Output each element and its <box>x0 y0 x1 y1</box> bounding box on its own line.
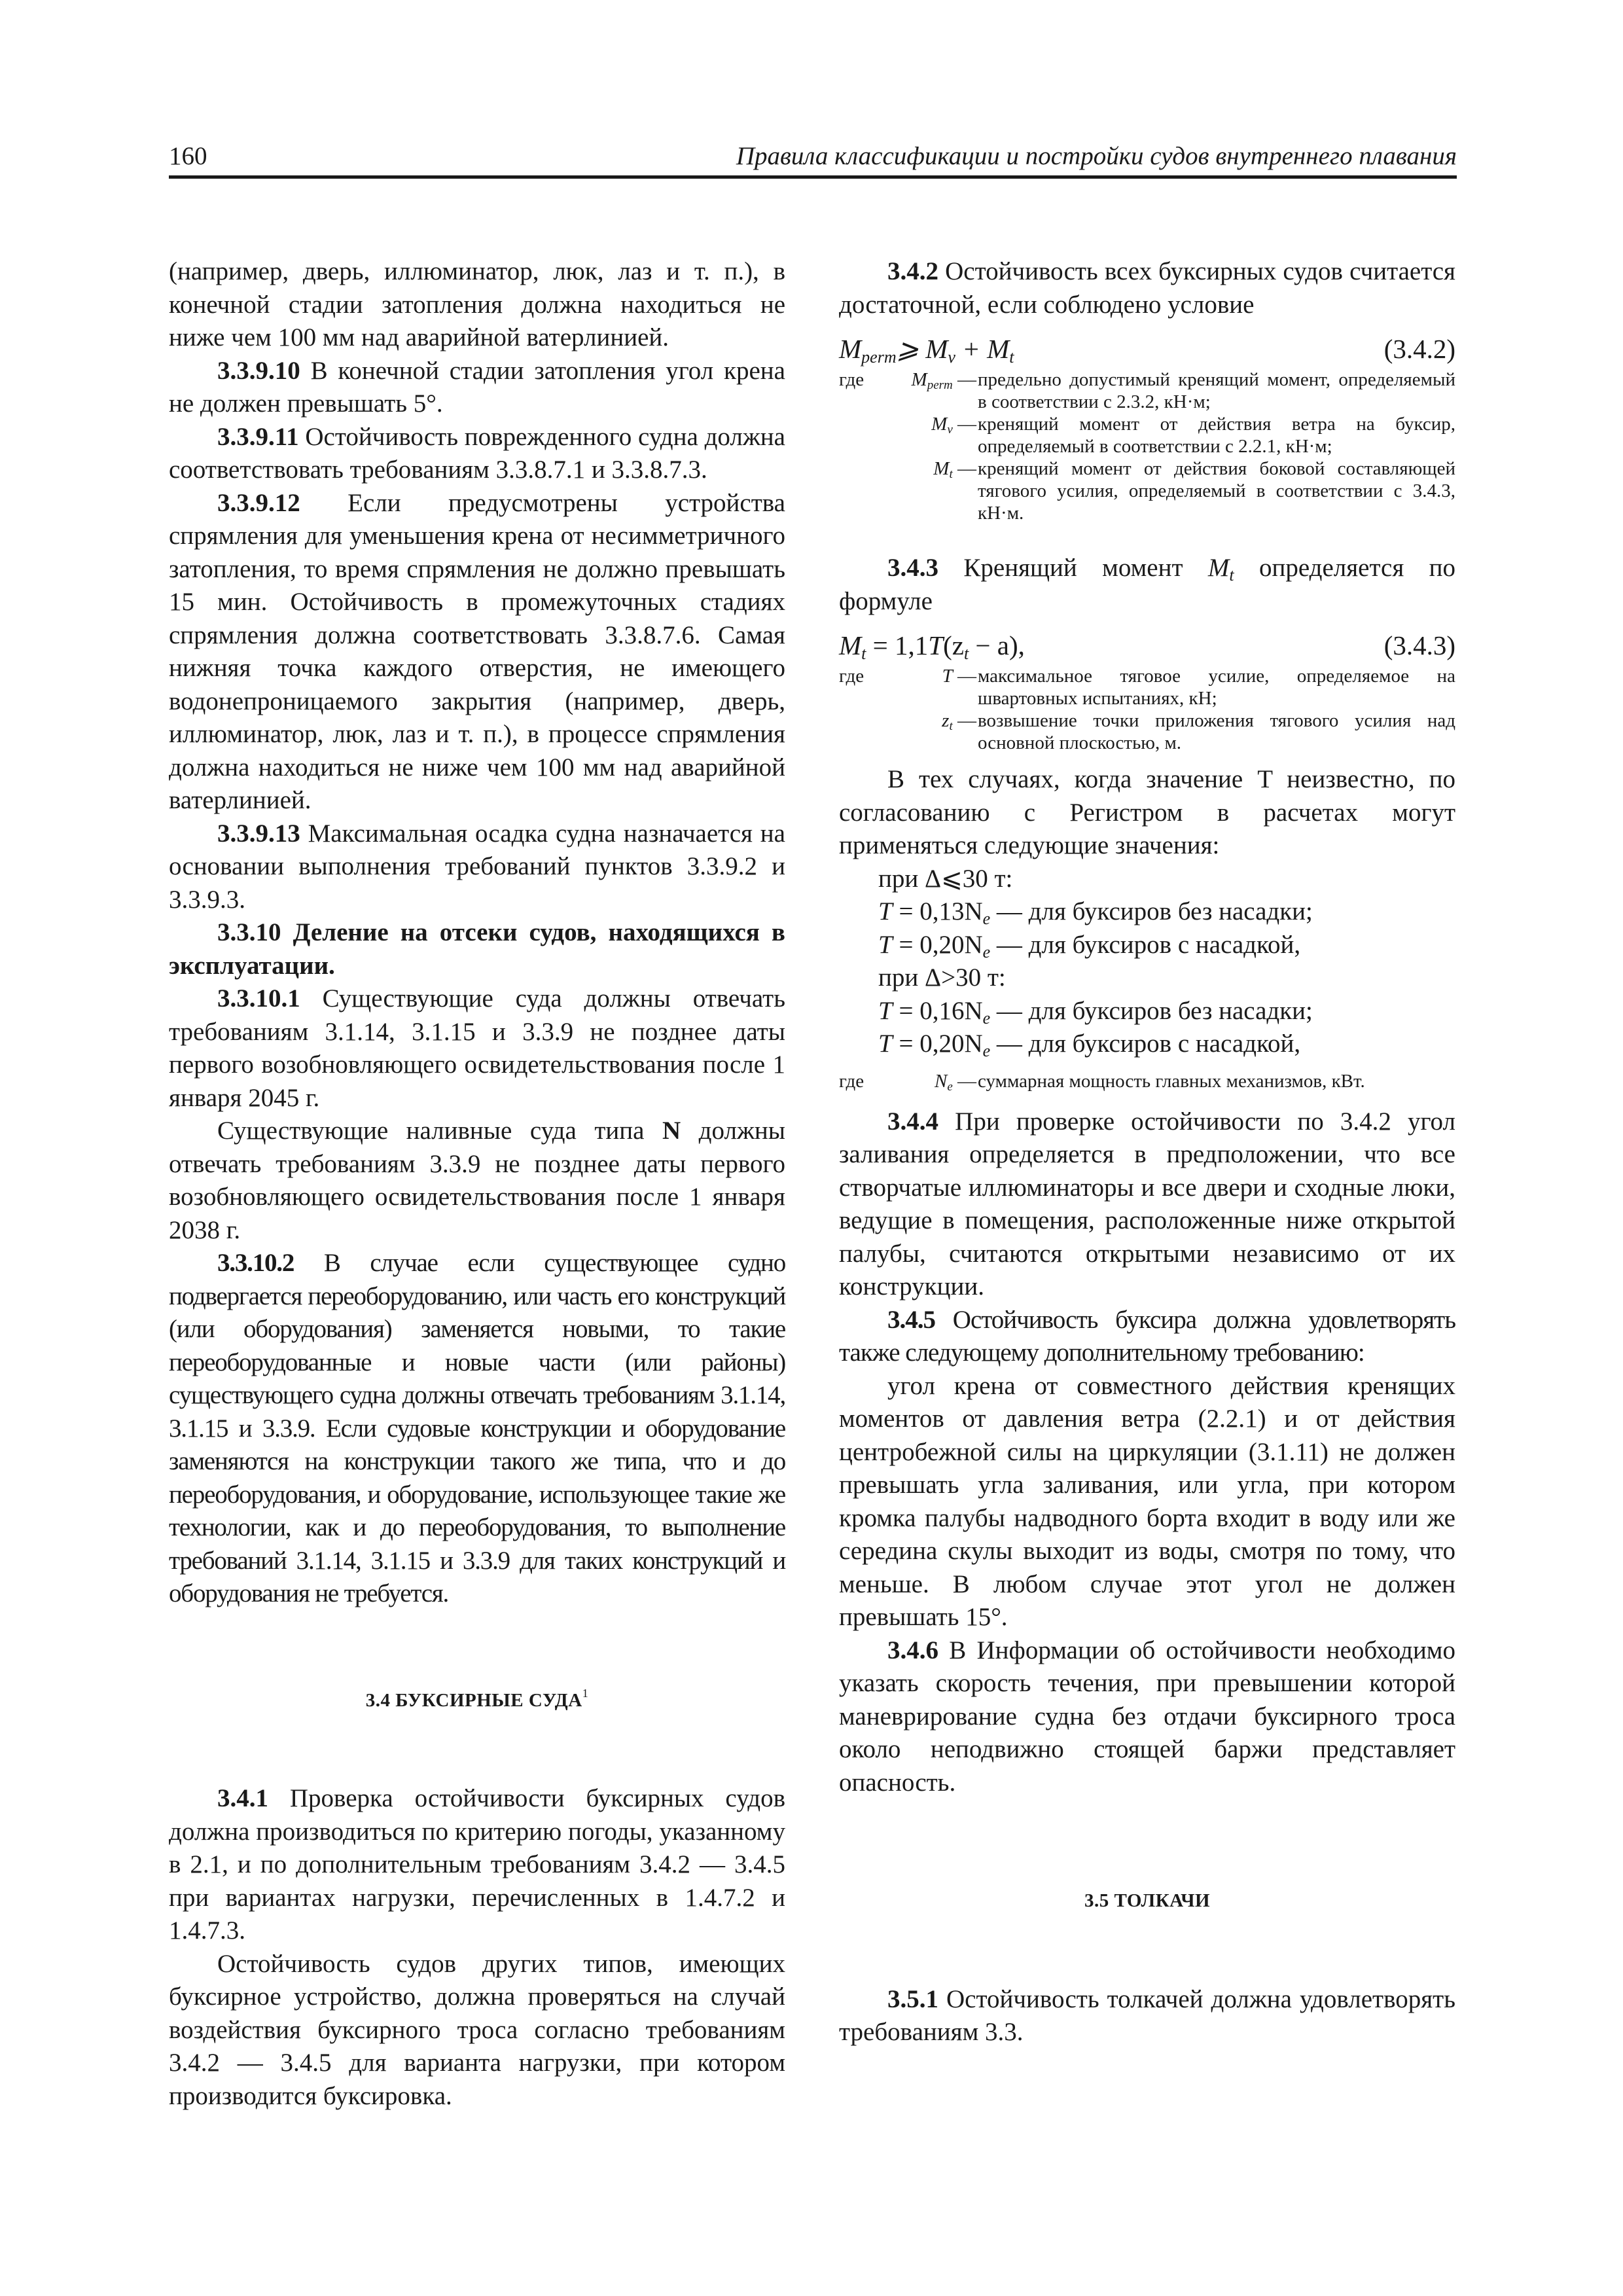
clause-3-3-10-heading: 3.3.10 Деление на отсеки судов, находящихся в эксплуатации. <box>169 918 785 980</box>
where-block <box>839 1070 1455 1092</box>
definition-row: где $M_{perm}$ — предельно допустимый кренящий момент, определяемый в соответствии с 2.3.2, кН·м; <box>839 369 1455 412</box>
list-item: $T = 0,20N_e$ — для буксиров с насадкой, <box>878 930 1301 961</box>
paragraph: Существующие наливные суда типа N должны отвечать требованиям 3.3.9 не позднее даты первого возобновляющего освидетельствования после 1 января 2038 г. <box>169 1117 785 1244</box>
list-item: при Δ⩽30 т: <box>878 864 1013 893</box>
clause-3-3-10-2: 3.3.10.2 В случае если существующее судно подвергается переоборудованию, или часть его конструкций (или оборудования) заменяется новыми, то такие переоборудованные и новые части (или районы) существующего судна должны отвечать требованиям 3.1.14, 3.1.15 и 3.3.9. Если судовые конструкции и оборудование заменяются на конструкции такого же типа, что и до переоборудования, и оборудование, использующее такие же технологии, как и до переоборудования, то выполнение требований 3.1.14, 3.1.15 и 3.3.9 для таких конструкций и оборудования не требуется. <box>169 1249 785 1607</box>
clause-3-3-9-13: 3.3.9.13 Максимальная осадка судна назначается на основании выполнения требований пунктов 3.3.9.2 и 3.3.9.3. <box>169 819 785 914</box>
list-item: при Δ>30 т: <box>878 963 1006 992</box>
where-block <box>839 665 1455 754</box>
paragraph: Остойчивость судов других типов, имеющих буксирное устройство, должна проверяться на случай воздействия буксирного троса согласно требованиям 3.4.2 — 3.4.5 для варианта нагрузки, при котором производится буксировка. <box>169 1949 785 2110</box>
definition-row: где T — максимальное тяговое усилие, определяемое на швартовных испытаниях, кН; <box>839 666 1455 709</box>
clause-3-4-4: 3.4.4 При проверке остойчивости по 3.4.2 угол заливания определяется в предположении, что все створчатые иллюминаторы и все двери и сходные люки, ведущие в помещения, расположенные ниже открытой палубы, считаются открытыми независимо от их конструкции. <box>839 1107 1455 1300</box>
right-column <box>839 255 1455 2049</box>
clause-3-5-1: 3.5.1 Остойчивость толкачей должна удовлетворять требованиям 3.3. <box>839 1984 1455 2046</box>
list-item: $T = 0,16N_e$ — для буксиров без насадки; <box>878 996 1313 1028</box>
definition-row: $z_t$ — возвышение точки приложения тягового усилия над основной плоскостью, м. <box>942 710 1455 753</box>
definition-row: $M_v$ — кренящий момент от действия ветра на буксир, определяемый в соответствии с 2.2.1, кН·м; <box>931 414 1455 457</box>
where-block <box>839 368 1455 524</box>
paragraph: угол крена от совместного действия кренящих моментов от давления ветра (2.2.1) и от действия центробежной силы на циркуляции (3.1.11) не должен превышать угла заливания, или угла, при котором кромка палубы надводного борта входит в воду или же середина скулы выходит из воды, смотря по тому, что меньше. В любом случае этот угол не должен превышать 15°. <box>839 1371 1455 1631</box>
list-item: $T = 0,20N_e$ — для буксиров с насадкой, <box>878 1030 1301 1060</box>
page-number: 160 <box>169 142 207 170</box>
running-title: Правила классификации и постройки судов внутреннего плавания <box>736 142 1457 170</box>
footnote-marker: 1 <box>582 1686 589 1700</box>
list-item: $T = 0,13N_e$ — для буксиров без насадки; <box>878 897 1313 928</box>
formula-3-4-2: $M_{perm}⩾$ $M_v + M_t$ (3.4.2) <box>839 329 1455 368</box>
paragraph: (например, дверь, иллюминатор, люк, лаз и т. п.), в конечной стадии затопления должна находиться не ниже чем 100 мм над аварийной ватерлинией. <box>169 257 785 351</box>
clause-3-3-9-11: 3.3.9.11 Остойчивость поврежденного судна должна соответствовать требованиям 3.3.8.7.1 и 3.3.8.7.3. <box>169 422 785 484</box>
section-title-3-4: 3.4 БУКСИРНЫЕ СУДА$^1$ <box>365 1686 589 1711</box>
formula-3-4-3: $M_t = 1,1T(z_t - a)$, (3.4.3) <box>839 626 1455 665</box>
clause-3-3-9-10: 3.3.9.10 В конечной стадии затопления угол крена не должен превышать 5°. <box>169 356 785 418</box>
page-header <box>169 140 1457 177</box>
formula-number: (3.4.3) <box>1383 630 1455 660</box>
clause-3-4-1: 3.4.1 Проверка остойчивости буксирных судов должна производиться по критерию погоды, указанному в 2.1, и по дополнительным требованиям 3.4.2 — 3.4.5 при вариантах нагрузки, перечисленных в 1.4.7.2 и 1.4.7.3. <box>169 1784 785 1945</box>
clause-3-4-3: 3.4.3 Кренящий момент $M_t$ определяется по формуле <box>839 554 1456 615</box>
clause-3-4-6: 3.4.6 В Информации об остойчивости необходимо указать скорость течения, при превышении которой маневрирование судна без отдачи буксирного троса около неподвижно стоящей баржи представляет опасность. <box>839 1636 1455 1797</box>
left-column <box>169 255 785 2113</box>
paragraph: В тех случаях, когда значение T неизвестно, по согласованию с Регистром в расчетах могут применяться следующие значения: <box>839 765 1455 859</box>
clause-3-4-5: 3.4.5 Остойчивость буксира должна удовлетворять также следующему дополнительному требованию: <box>839 1305 1455 1367</box>
header-rule <box>169 175 1457 179</box>
clause-3-3-9-12: 3.3.9.12 Если предусмотрены устройства спрямления для уменьшения крена от несимметричного затопления, то время спрямления не должно превышать 15 мин. Остойчивость в промежуточных стадиях спрямления должна соответствовать 3.3.8.7.6. Самая нижняя точка каждого отверстия, не имеющего водонепроницаемого закрытия (например, дверь, иллюминатор, люк, лаз и т. п.), в процессе спрямления должна находиться не ниже чем 100 мм над аварийной ватерлинией. <box>169 488 785 814</box>
definition-row: $M_t$ — кренящий момент от действия боковой составляющей тягового усилия, определяемый в соответствии с 3.4.3, кН·м. <box>933 458 1455 524</box>
section-title-3-5: 3.5 ТОЛКАЧИ <box>1084 1890 1211 1911</box>
clause-3-4-2: 3.4.2 Остойчивость всех буксирных судов считается достаточной, если соблюдено условие <box>839 257 1455 319</box>
clause-3-3-10-1: 3.3.10.1 Существующие суда должны отвечать требованиям 3.1.14, 3.1.15 и 3.3.9 не позднее даты первого возобновляющего освидетельствования после 1 января 2045 г. <box>169 984 785 1112</box>
formula-number: (3.4.2) <box>1383 334 1455 364</box>
definition-row: где $N_e$ — суммарная мощность главных механизмов, кВт. <box>839 1070 1365 1094</box>
